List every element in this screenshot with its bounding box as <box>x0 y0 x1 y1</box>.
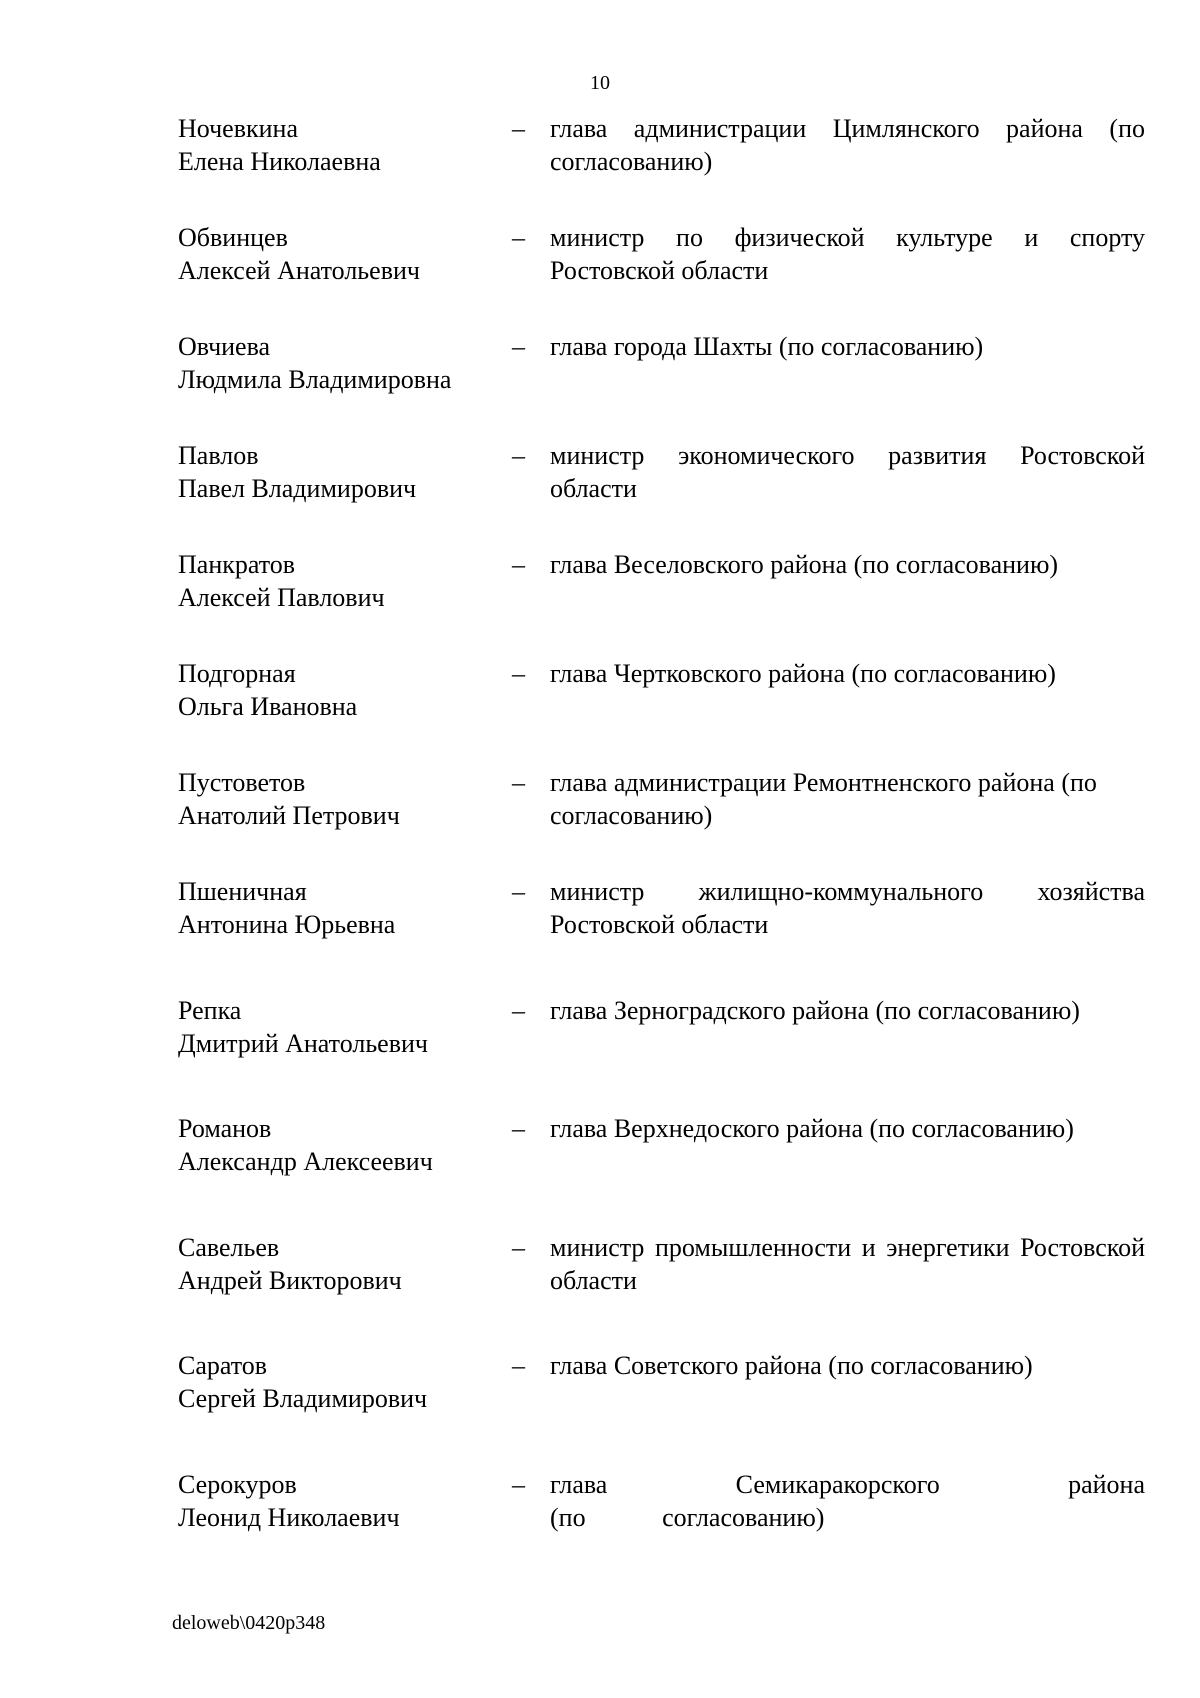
member-surname: Пшеничная <box>178 877 307 906</box>
member-position: министр жилищно-коммунального хозяйства Ростовской области <box>550 877 1145 939</box>
footer-document-code: deloweb\0420p348 <box>172 1612 326 1634</box>
member-position: глава Веселовского района (по согласованию) <box>550 550 1059 579</box>
member-surname: Обвинцев <box>178 223 288 252</box>
member-surname: Овчиева <box>178 332 271 361</box>
member-name <box>178 1468 508 1534</box>
member-surname: Репка <box>178 996 242 1025</box>
dash-separator: – <box>512 659 525 688</box>
member-name <box>178 439 508 505</box>
member-position: глава Чертковского района (по согласованию) <box>550 659 1056 688</box>
page-number: 10 <box>590 72 610 94</box>
member-name <box>178 548 508 614</box>
member-name <box>178 994 508 1060</box>
member-position: министр экономического развития Ростовской области <box>550 441 1145 503</box>
member-position: глава Советского района (по согласованию) <box>550 1351 1033 1380</box>
member-surname: Серокуров <box>178 1470 297 1499</box>
dash-separator: – <box>512 996 525 1025</box>
member-name <box>178 1231 508 1297</box>
member-position: глава Верхнедоского района (по согласованию) <box>550 1114 1074 1143</box>
dash-separator: – <box>512 877 525 906</box>
dash-separator: – <box>512 114 525 143</box>
dash-separator: – <box>512 768 525 797</box>
member-surname: Ночевкина <box>178 114 298 143</box>
dash-separator: – <box>512 1351 525 1380</box>
member-surname: Саратов <box>178 1351 268 1380</box>
member-given-name: Антонина Юрьевна <box>178 910 396 939</box>
member-position: глава администрации Цимлянского района (по согласованию) <box>550 114 1145 176</box>
member-given-name: Дмитрий Анатольевич <box>178 1029 428 1058</box>
member-given-name: Алексей Анатольевич <box>178 256 420 285</box>
member-given-name: Людмила Владимировна <box>178 365 452 394</box>
member-position: глава администрации Ремонтненского района (по согласованию) <box>550 768 1097 830</box>
dash-separator: – <box>512 1114 525 1143</box>
member-given-name: Анатолий Петрович <box>178 801 400 830</box>
member-given-name: Александр Алексеевич <box>178 1147 433 1176</box>
member-surname: Панкратов <box>178 550 296 579</box>
member-given-name: Павел Владимирович <box>178 474 417 503</box>
member-given-name: Андрей Викторович <box>178 1266 402 1295</box>
member-surname: Подгорная <box>178 659 296 688</box>
member-position: министр по физической культуре и спорту Ростовской области <box>550 223 1145 285</box>
member-name <box>178 657 508 723</box>
member-given-name: Елена Николаевна <box>178 147 381 176</box>
member-given-name: Алексей Павлович <box>178 583 385 612</box>
dash-separator: – <box>512 332 525 361</box>
member-position: глава Семикаракорского района (по согласованию) <box>550 1470 1145 1532</box>
dash-separator: – <box>512 1470 525 1499</box>
member-name <box>178 221 508 287</box>
member-surname: Романов <box>178 1114 272 1143</box>
member-position: глава Зерноградского района (по согласованию) <box>550 996 1080 1025</box>
member-position: министр промышленности и энергетики Ростовской области <box>550 1233 1145 1295</box>
dash-separator: – <box>512 223 525 252</box>
member-surname: Пустоветов <box>178 768 306 797</box>
member-name <box>178 1112 508 1178</box>
member-surname: Павлов <box>178 441 259 470</box>
member-given-name: Леонид Николаевич <box>178 1503 400 1532</box>
member-position: глава города Шахты (по согласованию) <box>550 332 984 361</box>
member-name <box>178 112 508 178</box>
member-name <box>178 1349 508 1415</box>
member-name <box>178 766 508 832</box>
dash-separator: – <box>512 441 525 470</box>
member-surname: Савельев <box>178 1233 280 1262</box>
member-given-name: Ольга Ивановна <box>178 692 358 721</box>
member-name <box>178 330 508 396</box>
member-name <box>178 875 508 941</box>
dash-separator: – <box>512 550 525 579</box>
member-given-name: Сергей Владимирович <box>178 1384 428 1413</box>
dash-separator: – <box>512 1233 525 1262</box>
